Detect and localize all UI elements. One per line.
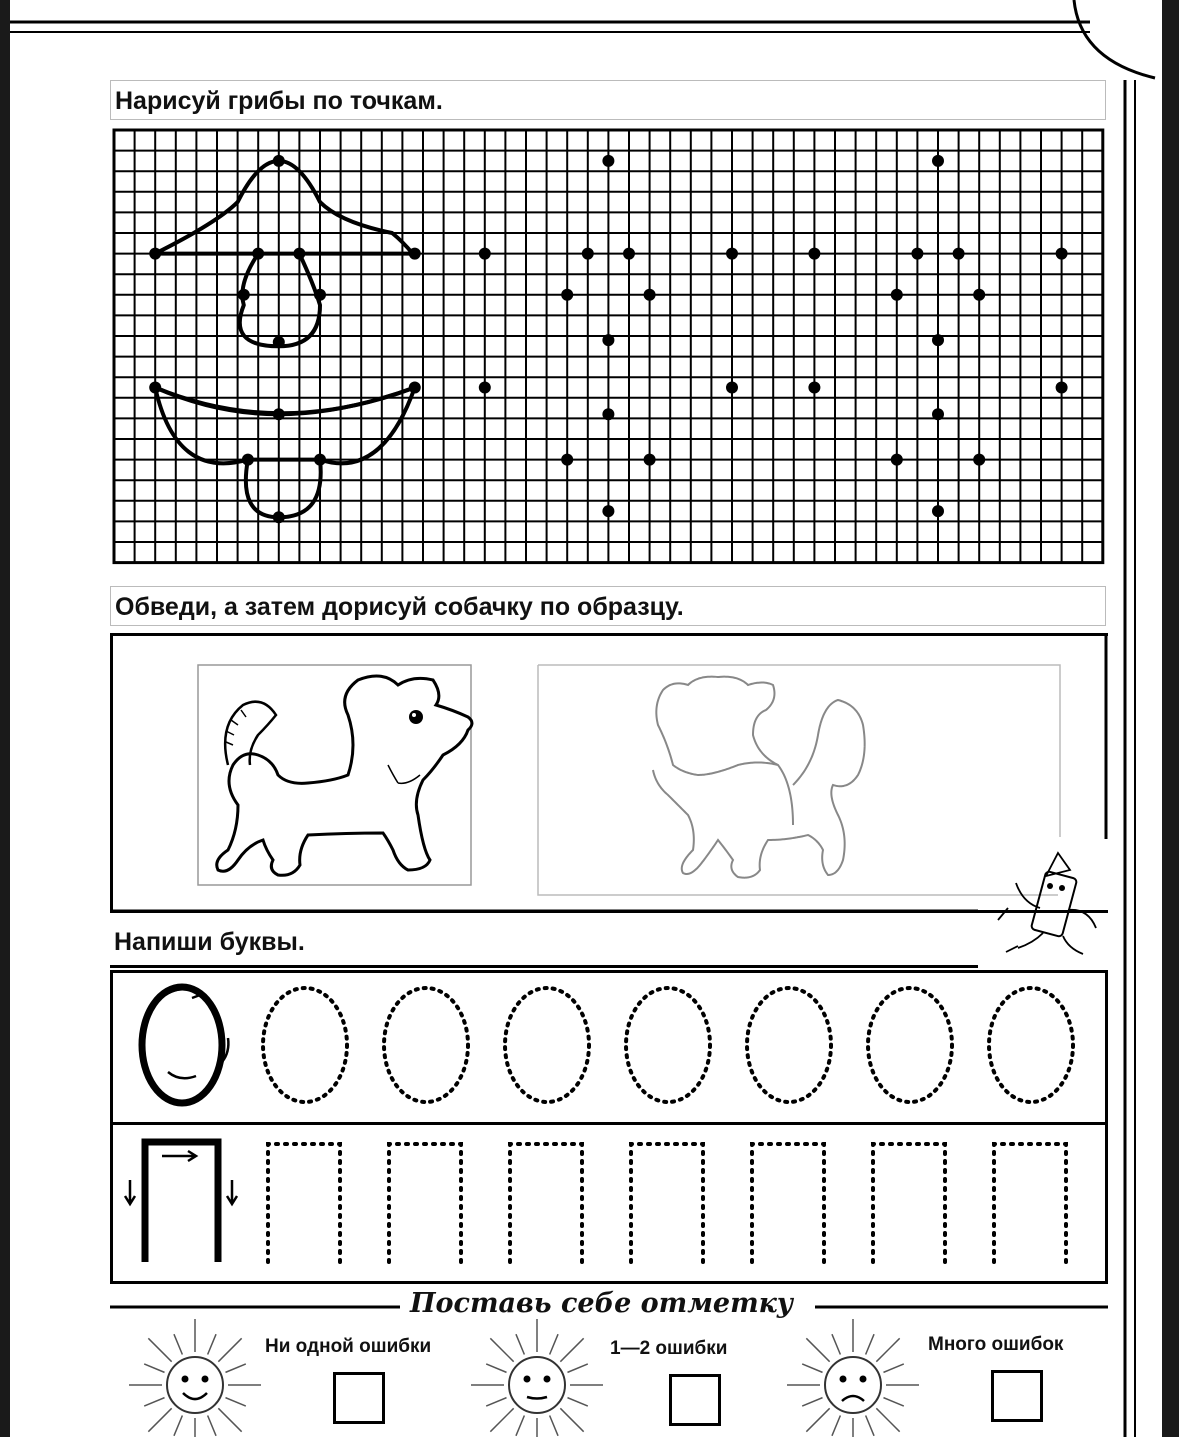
grade-checkbox-no-errors[interactable] — [333, 1372, 385, 1424]
grid-dot — [953, 248, 965, 260]
grid-dot — [479, 248, 491, 260]
grid-dot — [891, 289, 903, 301]
grid-dot — [1056, 248, 1068, 260]
grade-title: Поставь себе отметку — [410, 1288, 794, 1319]
grid-dot — [273, 336, 285, 348]
worksheet-page — [10, 0, 1162, 1437]
grid-dot — [409, 248, 421, 260]
grid-dot — [808, 248, 820, 260]
grade-suns — [110, 1337, 1110, 1437]
dot-grid[interactable] — [110, 127, 1105, 567]
pencil-character-image — [988, 848, 1098, 958]
grid-dot — [602, 408, 614, 420]
grid-dot — [273, 155, 285, 167]
dog-outline-image[interactable] — [538, 665, 1063, 897]
letter-o-trace — [747, 988, 831, 1102]
dog-sample-image — [198, 665, 473, 887]
grid-dot — [1056, 382, 1068, 394]
letter-p-trace — [994, 1144, 1066, 1262]
letter-o-trace — [384, 988, 468, 1102]
grid-dot — [808, 382, 820, 394]
grade-checkbox-many-errors[interactable] — [991, 1370, 1043, 1422]
grid-dot — [644, 289, 656, 301]
grade-checkbox-few-errors[interactable] — [669, 1374, 721, 1426]
letter-p-trace — [631, 1144, 703, 1262]
task-title-letters: Напиши буквы. — [110, 916, 978, 968]
grid-dot — [314, 454, 326, 466]
letter-o-trace — [505, 988, 589, 1102]
grid-dot — [273, 408, 285, 420]
letter-p-trace — [510, 1144, 582, 1262]
grid-dot — [932, 155, 944, 167]
grid-dot — [602, 155, 614, 167]
grid-dot — [314, 289, 326, 301]
sun-smile-icon — [129, 1319, 261, 1437]
grid-dot — [582, 248, 594, 260]
letters-tracing[interactable] — [110, 970, 1110, 1290]
letter-o-trace — [989, 988, 1073, 1102]
grid-dot — [273, 511, 285, 523]
grade-label-no-errors: Ни одной ошибки — [265, 1336, 432, 1357]
grid-dot — [149, 248, 161, 260]
grid-dot — [149, 382, 161, 394]
letter-o-trace — [868, 988, 952, 1102]
letter-o-trace — [626, 988, 710, 1102]
grade-label-few-errors: 1—2 ошибки — [610, 1338, 728, 1359]
letter-p-trace — [389, 1144, 461, 1262]
grid-dot — [932, 334, 944, 346]
grid-dot — [932, 505, 944, 517]
grid-dot — [242, 454, 254, 466]
grid-dot — [911, 248, 923, 260]
letter-p-trace — [752, 1144, 824, 1262]
grid-dot — [973, 454, 985, 466]
grade-label-many-errors: Много ошибок — [928, 1334, 1064, 1355]
grid-dot — [932, 408, 944, 420]
task-title-mushrooms: Нарисуй грибы по точкам. — [110, 80, 1106, 120]
grid-dot — [644, 454, 656, 466]
grid-dot — [561, 289, 573, 301]
letter-p-trace — [268, 1144, 340, 1262]
grid-dot — [602, 334, 614, 346]
sun-neutral-icon — [471, 1319, 603, 1437]
letter-o-trace — [263, 988, 347, 1102]
grid-dot — [561, 454, 573, 466]
grid-dot — [252, 248, 264, 260]
letter-p-trace — [873, 1144, 945, 1262]
grid-dot — [726, 248, 738, 260]
grid-dot — [973, 289, 985, 301]
letter-p-sample — [145, 1142, 218, 1262]
grid-dot — [891, 454, 903, 466]
grid-dot — [409, 382, 421, 394]
grid-dot — [726, 382, 738, 394]
sun-sad-icon — [787, 1319, 919, 1437]
grid-dot — [293, 248, 305, 260]
task-title-dog: Обведи, а затем дорисуй собачку по образцу. — [110, 586, 1106, 626]
grid-dot — [479, 382, 491, 394]
letter-o-sample — [142, 987, 222, 1103]
grid-dot — [602, 505, 614, 517]
grid-dot — [238, 289, 250, 301]
grid-dot — [623, 248, 635, 260]
